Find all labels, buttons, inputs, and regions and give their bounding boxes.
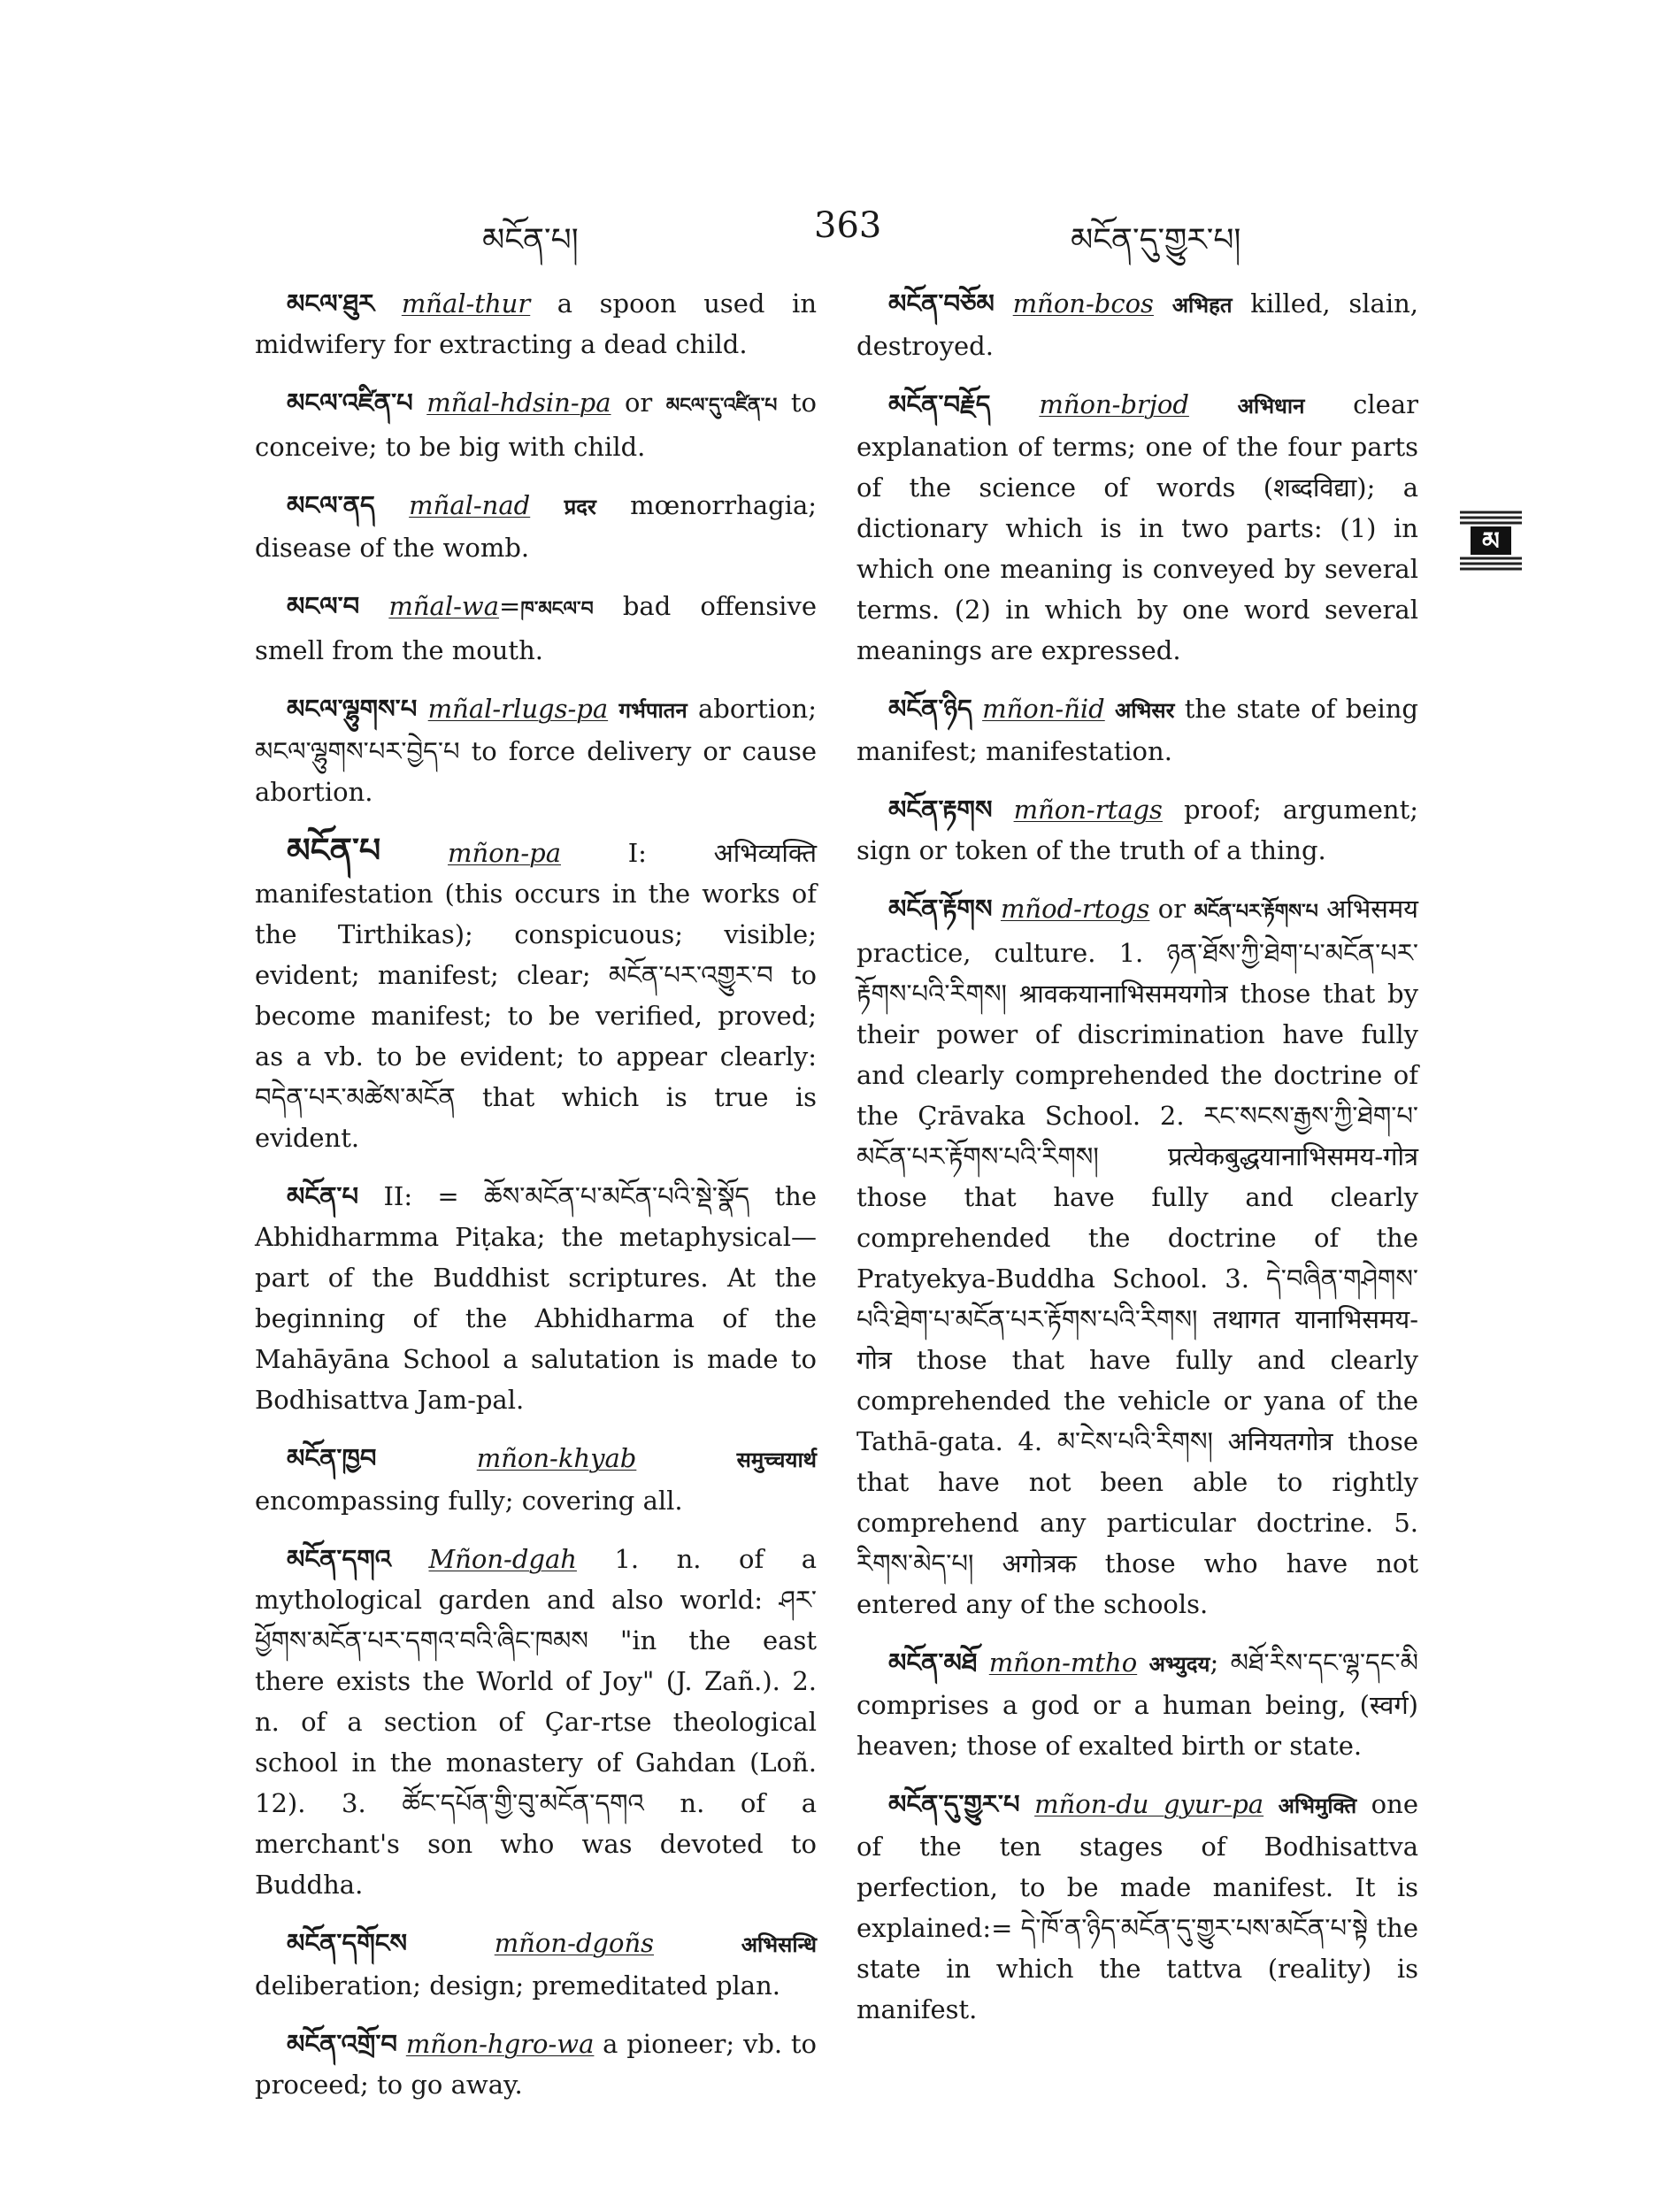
entry-transliteration: mñon-bcos [1012,288,1154,319]
thumb-letter: མ [1482,526,1500,556]
tibetan-letter-tab-icon [1460,512,1522,569]
entry-definition: a pioneer; vb. to proceed; to go away. [255,2029,818,2100]
entry-definition: encompassing fully; covering all. [255,1486,683,1516]
dictionary-entry [856,1642,1418,1766]
entry-connector: or [1149,894,1194,924]
entry-definition: 1. n. of a mythological garden and also world: ཤར་ཕྱོགས་མངོན་པར་དགའ་བའི་ཞིང་ཁམས "in the east there exists the World of Joy" (J. Zañ.). 2. n. of a section of Çar-rtse theological school in the monastery of Gahdan (Loñ. 12). 3. ཚོང་དཔོན་གྱི་བུ་མངོན་དགའ n. of a merchant's son who was devoted to Buddha. [255,1544,818,1900]
entry-connector: = [499,591,521,621]
entry-headword: མངོན་རྟོགས [888,894,993,924]
dictionary-entry [255,283,817,365]
dictionary-entry [255,382,817,467]
entry-sanskrit: अभिसर [1114,698,1175,723]
dictionary-entry [856,888,1418,1624]
entry-sanskrit: अभिसन्धि [741,1932,817,1957]
entry-definition: proof; argument; sign or token of the truth of a thing. [856,795,1418,865]
entry-sanskrit: अभिमुक्ति [1278,1793,1357,1818]
entry-definition: mœnorrhagia; disease of the womb. [255,490,818,563]
entry-definition: to conceive; to be big with child. [255,388,817,462]
entry-transliteration: mñon-du gyur-pa [1034,1789,1264,1819]
entry-sanskrit: अभिधान [1237,394,1305,419]
entry-definition: abortion; མངལ་ལྷུགས་པར་བྱེད་པ to force delivery or cause abortion. [255,694,817,807]
entry-transliteration: mñon-dgoñs [494,1928,655,1958]
entry-definition: II: = ཆོས་མངོན་པ་མངོན་པའི་སྡེ་སྣོད the Abhidharmma Piṭaka; the metaphysical—part of the Buddhist scriptures. At the beginning of the Abhidharma of the Mahāyāna School a salutation is made to Bodhisattva Jam-pal. [255,1181,817,1415]
header-left-word: མངོན་པ། [482,222,579,258]
entry-connector: or [611,388,666,418]
entry-headword: མངོན་མཐོ [888,1647,978,1678]
dictionary-entry [856,283,1418,366]
entry-definition: the state of being manifest; manifestation. [856,694,1419,766]
entry-definition: one of the ten stages of Bodhisattva perfection, to be made manifest. It is explained:= དེ་ཁོ་ན་ཉིད་མངོན་དུ་གྱུར་པས་མངོན་པ་སྟེ the state in which the tattva (reality) is manifest. [856,1789,1418,2024]
dictionary-entry [255,1438,817,1521]
entry-headword: མངོན་པ [287,1181,359,1211]
entry-definition: ; མཐོ་རིས་དང་ལྷ་དང་མི comprises a god or a human being, (स्वर्ग) heaven; those of exalted birth or state. [856,1647,1419,1761]
left-column [255,283,817,2123]
entry-headword: མངོན་འགྲོ་བ [287,2029,398,2059]
dictionary-entry [255,830,817,1158]
dictionary-entry [255,1539,817,1905]
entry-headword: མངལ་ལྷུགས་པ [287,694,418,724]
dictionary-entry [255,1923,817,2006]
dictionary-entry [255,586,817,671]
dictionary-entry [856,1784,1418,2030]
dictionary-entry [255,1176,817,1420]
entry-sanskrit: प्रदर [564,495,596,519]
entry-transliteration: Mñon-dgah [428,1544,577,1574]
entry-definition: a spoon used in midwifery for extracting a dead child. [255,288,818,359]
entry-transliteration: mñod-rtogs [1000,894,1150,924]
entry-headword: མངལ་བ [287,591,360,621]
entry-definition: deliberation; design; premeditated plan. [255,1970,780,2001]
dictionary-entry [856,688,1418,772]
entry-transliteration: mñal-rlugs-pa [427,694,609,724]
entry-headword: མངོན་དགོངས [287,1928,408,1958]
entry-headword: མངོན་བརྗོད [888,389,991,419]
entry-headword: མངོན་ཁྱབ [287,1443,377,1473]
entry-transliteration: mñal-hdsin-pa [426,388,611,418]
entry-transliteration: mñon-khyab [476,1443,637,1473]
entry-headword: མངོན་བཅོམ [888,288,995,319]
entry-transliteration: mñon-rtags [1013,795,1163,825]
entry-transliteration: mñon-mtho [988,1647,1138,1678]
entry-transliteration: mñal-wa [388,591,500,621]
entry-definition: killed, slain, destroyed. [856,288,1418,361]
entry-variant-tibetan: མངོན་པར་རྟོགས་པ [1194,901,1318,923]
entry-variant-tibetan: མངལ་དུ་འཛིན་པ [665,395,778,417]
entry-definition: अभिसमय practice, culture. 1. ཉན་ཐོས་ཀྱི་ཐེག་པ་མངོན་པར་རྟོགས་པའི་རིགས། श्रावकयानाभिसमयगोत्र those that by their power of discrimination have fully and clearly comprehended the doctrine of the Çrāvaka School. 2. རང་སངས་རྒྱས་ཀྱི་ཐེག་པ་མངོན་པར་རྟོགས་པའི་རིགས། प्रत्येकबुद्धयानाभिसमय-गोत्र those that have fully and clearly comprehended the doctrine of the Pratyekya-Buddha School. 3. དེ་བཞིན་གཤེགས་པའི་ཐེག་པ་མངོན་པར་རྟོགས་པའི་རིགས། तथागत यानाभिसमय-गोत्र those that have fully and clearly comprehended the vehicle or yana of the Tathā-gata. 4. མ་ངེས་པའི་རིགས། अनियतगोत्र those that have not been able to rightly comprehend any particular doctrine. 5. རིགས་མེད་པ། अगोत्रक those who have not entered any of the schools. [856,894,1419,1619]
right-column [856,283,1418,2047]
entry-sanskrit: गर्भपातन [618,698,687,723]
dictionary-entry [255,2024,817,2105]
entry-transliteration: mñon-hgro-wa [405,2029,595,2059]
entry-definition: clear explanation of terms; one of the four parts of the science of words (शब्दविद्या); a dictionary which is in two parts: (1) in which one meaning is conveyed by several terms. (2) in which by one word several meanings are expressed. [856,389,1418,665]
entry-transliteration: mñon-ñid [982,694,1105,724]
entry-sanskrit: समुच्चयार्थ [736,1448,817,1472]
dictionary-entry [255,688,817,812]
entry-headword: མངོན་པ [287,831,381,870]
dictionary-entry [255,485,817,568]
running-header [0,204,1659,265]
entry-headword: མངལ་ཐུར [287,288,375,319]
page-number: 363 [814,205,882,246]
entry-headword: མངོན་དགའ [287,1544,392,1574]
dictionary-entry [856,789,1418,871]
entry-transliteration: mñon-brjod [1039,389,1189,419]
entry-transliteration: mñal-nad [409,490,531,520]
thumb-index-tab [1460,509,1522,572]
header-right-word: མངོན་དུ་གྱུར་པ། [1071,222,1241,258]
dictionary-entry [856,384,1418,671]
entry-sanskrit: अभिहत [1171,293,1233,318]
entry-headword: མངལ་ནད [287,490,375,520]
entry-headword: མངོན་རྟགས [888,795,993,825]
entry-transliteration: mñal-thur [401,288,531,319]
entry-definition: bad offensive smell from the mouth. [255,591,817,665]
entry-headword: མངོན་དུ་གྱུར་པ [888,1789,1020,1819]
entry-transliteration: mñon-pa [448,838,561,868]
entry-headword: མངོན་ཉིད [888,694,972,724]
entry-variant-tibetan: ཁ་མངལ་བ [520,598,594,620]
entry-headword: མངལ་འཛིན་པ [287,388,413,418]
entry-sanskrit: अभ्युदय [1148,1652,1210,1677]
entry-definition: I: अभिव्यक्ति manifestation (this occurs in the works of the Tirthikas); conspicuous; visible; evident; manifest; clear; མངོན་པར་འགྱུར་བ to become manifest; to be verified, proved; as a vb. to be evident; to appear clearly: བདེན་པར་མཚེས་མངོན that which is true is evident. [255,838,818,1153]
